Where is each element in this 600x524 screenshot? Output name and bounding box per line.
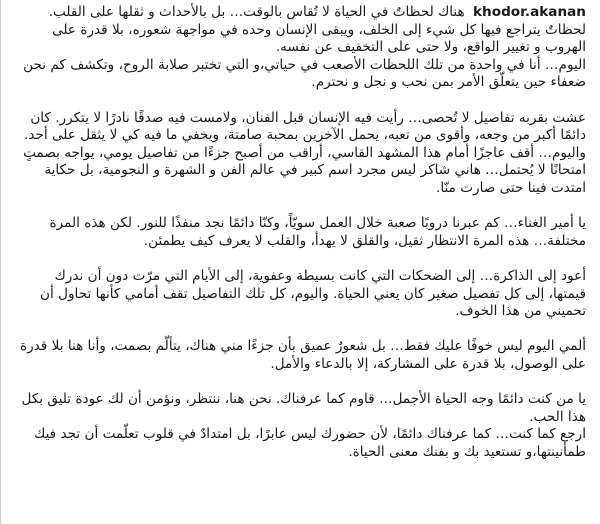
paragraph-spacer (14, 321, 586, 339)
divider (0, 0, 1, 524)
caption-paragraph-5: أعود إلى الذاكرة… إلى الضحكات التي كانت بسيطة وعفوية، إلى الأيام التي مرّت دون أن ندرك قيمتها، إلى كل تفصيل صغير كان يعني الحياة. واليوم، كل تلك التفاصيل تقف أمامي كأنها تحاول أن تحميني من هذا الخوف. (40, 267, 586, 320)
caption-paragraph-7: يا من كنت دائمًا وجه الحياة الأجمل… قاوم كما عرفناك. نحن هنا، ننتظر، ونؤمن أن لك عودة تليق بكل هذا الحب. (21, 391, 586, 425)
caption-paragraph-2: اليوم… أنا في واحدة من تلك اللحظات الأصعب في حياتي،و التي تختبر صلابة الروح، وتكشف كم نحن ضعفاء حين يتعلّق الأمر بمن نحب و نجل و نحترم. (23, 56, 586, 91)
post-caption (14, 4, 586, 461)
caption-paragraph-3: عشت بقربه تفاصيل لا تُحصى… رأيت فيه الإنسان قبل الفنان، ولامست فيه صدقًا نادرًا لا يتكرر. كان دائمًا أكبر من وجعه، وأقوى من تعبه، يحمل الآخرين بمحبة صامتة، ويخفي ما فيه كي لا يثقل على أحد. واليوم… أقف عاجزًا أمام هذا المشهد القاسي، أراقب من أصبح جزءًا من تفاصيل يومي، يواجه بصمتٍ امتحانًا لا يُحتمل… هاني شاكر ليس مجرد اسم كبير في عالم الفن و الشهرة و النجومية، بل حكاية امتدت فينا حتى صارت منّا. (23, 109, 586, 196)
caption-paragraph-8: ارجع كما كنت… كما عرفناك دائمًا، لأن حضورك ليس عابرًا، بل امتدادٌ في قلوب تعلّمت أن تجد فيك طمأنينتها،و تستعيد بك و بفنك معنى الحياة. (34, 426, 586, 460)
username-link[interactable]: khodor.akanan (473, 4, 586, 20)
caption-paragraph-6: ألمي اليوم ليس خوفًا عليك فقط… بل شعورٌ عميق بأن جزءًا مني هناك، يتألّم بصمت، وأنا هنا بلا قدرة على الوصول، بلا قدرة على المشاركة، إلا بالدعاء والأمل. (19, 338, 586, 372)
paragraph-spacer (14, 373, 586, 391)
caption-paragraph-4: يا أمير الغناء… كم عبرنا دروبًا صعبة خلال العمل سويّاً، وكنّا دائمًا نجد منفذًا للنور. لكن هذه المرة مختلفة… هذه المرة الانتظار ثقيل، والقلق لا يهدأ، والقلب لا يعرف كيف يطمئن. (49, 215, 586, 249)
caption-text: هناك لحظاتٌ في الحياة لا تُقاس بالوقت… بل بالأحداث و ثقلها على القلب. لحظاتٌ يتراجع فيها كل شيء إلى الخلف، ويبقى الإنسان وحده في مواجهة شعوره، بلا قدرة على الهروب و تغيير الواقع، ولا حتى على التخفيف عن نفسه. (48, 4, 586, 56)
paragraph-spacer (14, 250, 586, 268)
paragraph-spacer (14, 92, 586, 110)
paragraph-spacer (14, 198, 586, 216)
caption-paragraph-1 (14, 4, 586, 57)
